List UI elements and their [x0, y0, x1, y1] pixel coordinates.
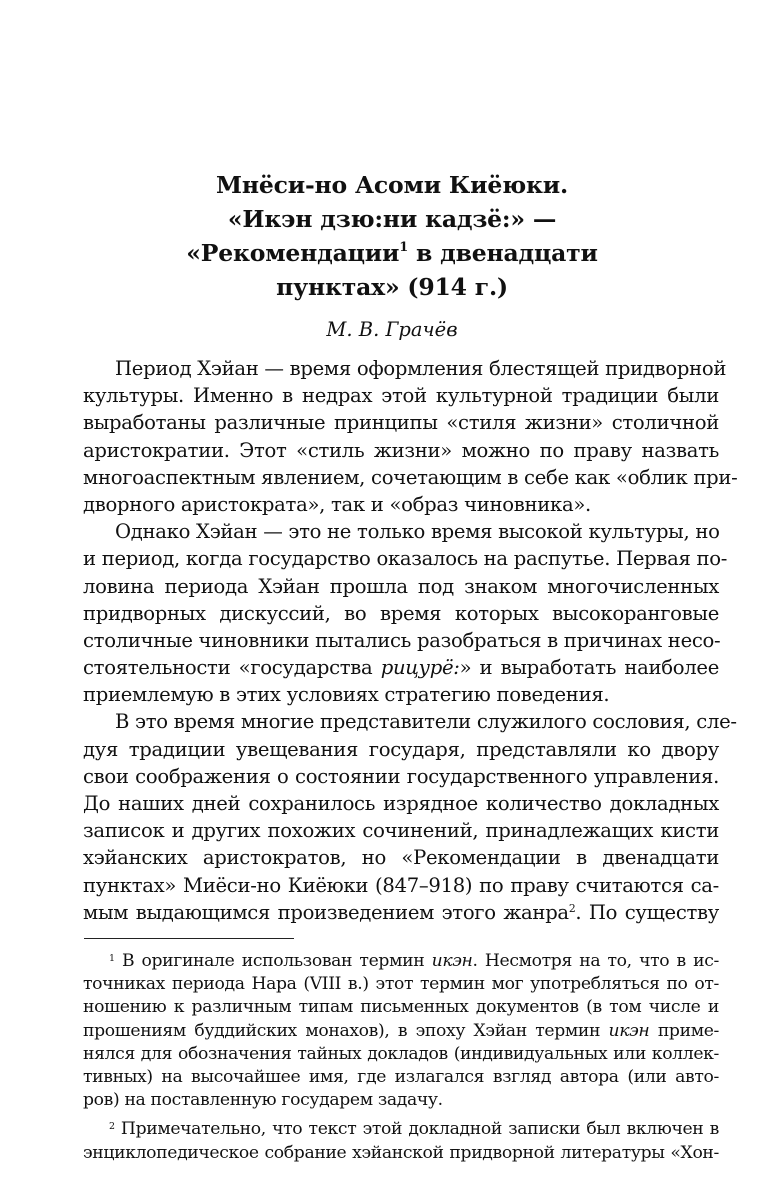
line-text: . Несмотря на то, что в ис-	[472, 951, 719, 971]
line-text: . По существу	[575, 900, 719, 924]
footnote-ref-1[interactable]: 1	[399, 240, 409, 256]
text-line: пунктах» Миёси-но Киёюки (847–918) по праву считаются са-	[83, 873, 719, 897]
line-text: стоятельности «государства	[83, 656, 381, 680]
line-text: » и выработать наиболее	[459, 656, 719, 680]
footnote-mark-1: 1	[109, 952, 115, 964]
text-line	[83, 899, 719, 926]
footnote-ref-2[interactable]: 2	[568, 901, 576, 915]
text-line: многоаспектным явлением, сочетающим в себе как «облик при-	[83, 465, 738, 489]
text-line: и период, когда государство оказалось на распутье. Первая по-	[83, 547, 728, 571]
footnote-divider	[84, 938, 294, 939]
text-line	[83, 355, 727, 382]
footnote-line	[83, 1118, 719, 1141]
line-text: В это время многие представители служилого сословия, сле-	[115, 710, 737, 734]
term-ritsuryo: рицурё:	[380, 656, 460, 680]
text-line: выработаны различные принципы «стиля жизни» столичной	[83, 411, 719, 435]
title-text: в двенадцати	[408, 239, 598, 267]
footnote-line: энциклопедическое собрание хэйанской придворной литературы «Хон-	[83, 1142, 719, 1163]
line-text: прошениям буддийских монахов), в эпоху Хэйан термин	[83, 1020, 609, 1041]
footnote-line: ношению к различным типам письменных документов (в том числе и	[83, 997, 719, 1018]
text-line	[83, 654, 719, 681]
text-line: аристократии. Этот «стиль жизни» можно по праву назвать	[83, 438, 719, 462]
term-iken: икэн	[608, 1020, 650, 1041]
line-text: Период Хэйан — время оформления блестящей придворной	[115, 357, 727, 380]
line-text: Примечательно, что текст этой докладной записки был включен в	[114, 1119, 719, 1140]
title-line: пунктах» (914 г.)	[276, 273, 508, 301]
text-line: придворных дискуссий, во время которых высокоранговые	[83, 601, 719, 625]
footnote-line: нялся для обозначения тайных докладов (индивидуальных или коллек-	[83, 1043, 719, 1064]
line-text: Однако Хэйан — это не только время высокой культуры, но	[115, 520, 720, 544]
text-line: столичные чиновники пытались разобраться в причинах несо-	[83, 628, 721, 652]
line-text: В оригинале использован термин	[114, 951, 432, 971]
footnote-line	[83, 1020, 719, 1043]
line-text: мым выдающимся произведением этого жанра	[83, 900, 569, 924]
text-line	[83, 708, 737, 735]
title-line: Мнёси-но Асоми Киёюки.	[216, 171, 568, 199]
body-text	[83, 355, 738, 926]
text-line: свои соображения о состоянии государственного управления.	[83, 764, 719, 788]
title-line	[90, 236, 694, 270]
article-title	[90, 168, 694, 304]
footnote-mark-2: 2	[109, 1121, 115, 1133]
text-line: дуя традиции увещевания государя, представляли ко двору	[83, 737, 719, 761]
text-line: До наших дней сохранилось изрядное количество докладных	[83, 792, 719, 815]
text-line: дворного аристократа», так и «образ чиновника».	[83, 492, 591, 516]
text-line	[83, 518, 719, 545]
text-line: записок и других похожих сочинений, принадлежащих кисти	[83, 819, 719, 843]
text-line: культуры. Именно в недрах этой культурной традиции были	[83, 384, 719, 408]
text-line: хэйанских аристократов, но «Рекомендации в двенадцати	[83, 846, 719, 870]
footnote-line: ров) на поставленную государем задачу.	[83, 1090, 443, 1111]
footnote-line: тивных) на высочайшее имя, где излагался взгляд автора (или авто-	[83, 1066, 719, 1087]
term-iken: икэн	[431, 951, 473, 971]
title-line: «Икэн дзю:ни кадзё:» —	[227, 205, 557, 233]
footnote-line: точниках периода Нара (VIII в.) этот термин мог употребляться по от-	[83, 974, 719, 995]
text-line: приемлемую в этих условиях стратегию поведения.	[83, 683, 610, 707]
footnote-line	[83, 950, 719, 973]
author-name: М. В. Грачёв	[326, 318, 458, 341]
line-text: приме-	[649, 1020, 719, 1041]
title-text: «Рекомендации	[186, 239, 400, 267]
text-line: ловина периода Хэйан прошла под знаком многочисленных	[83, 574, 719, 598]
footnotes	[83, 950, 719, 1165]
